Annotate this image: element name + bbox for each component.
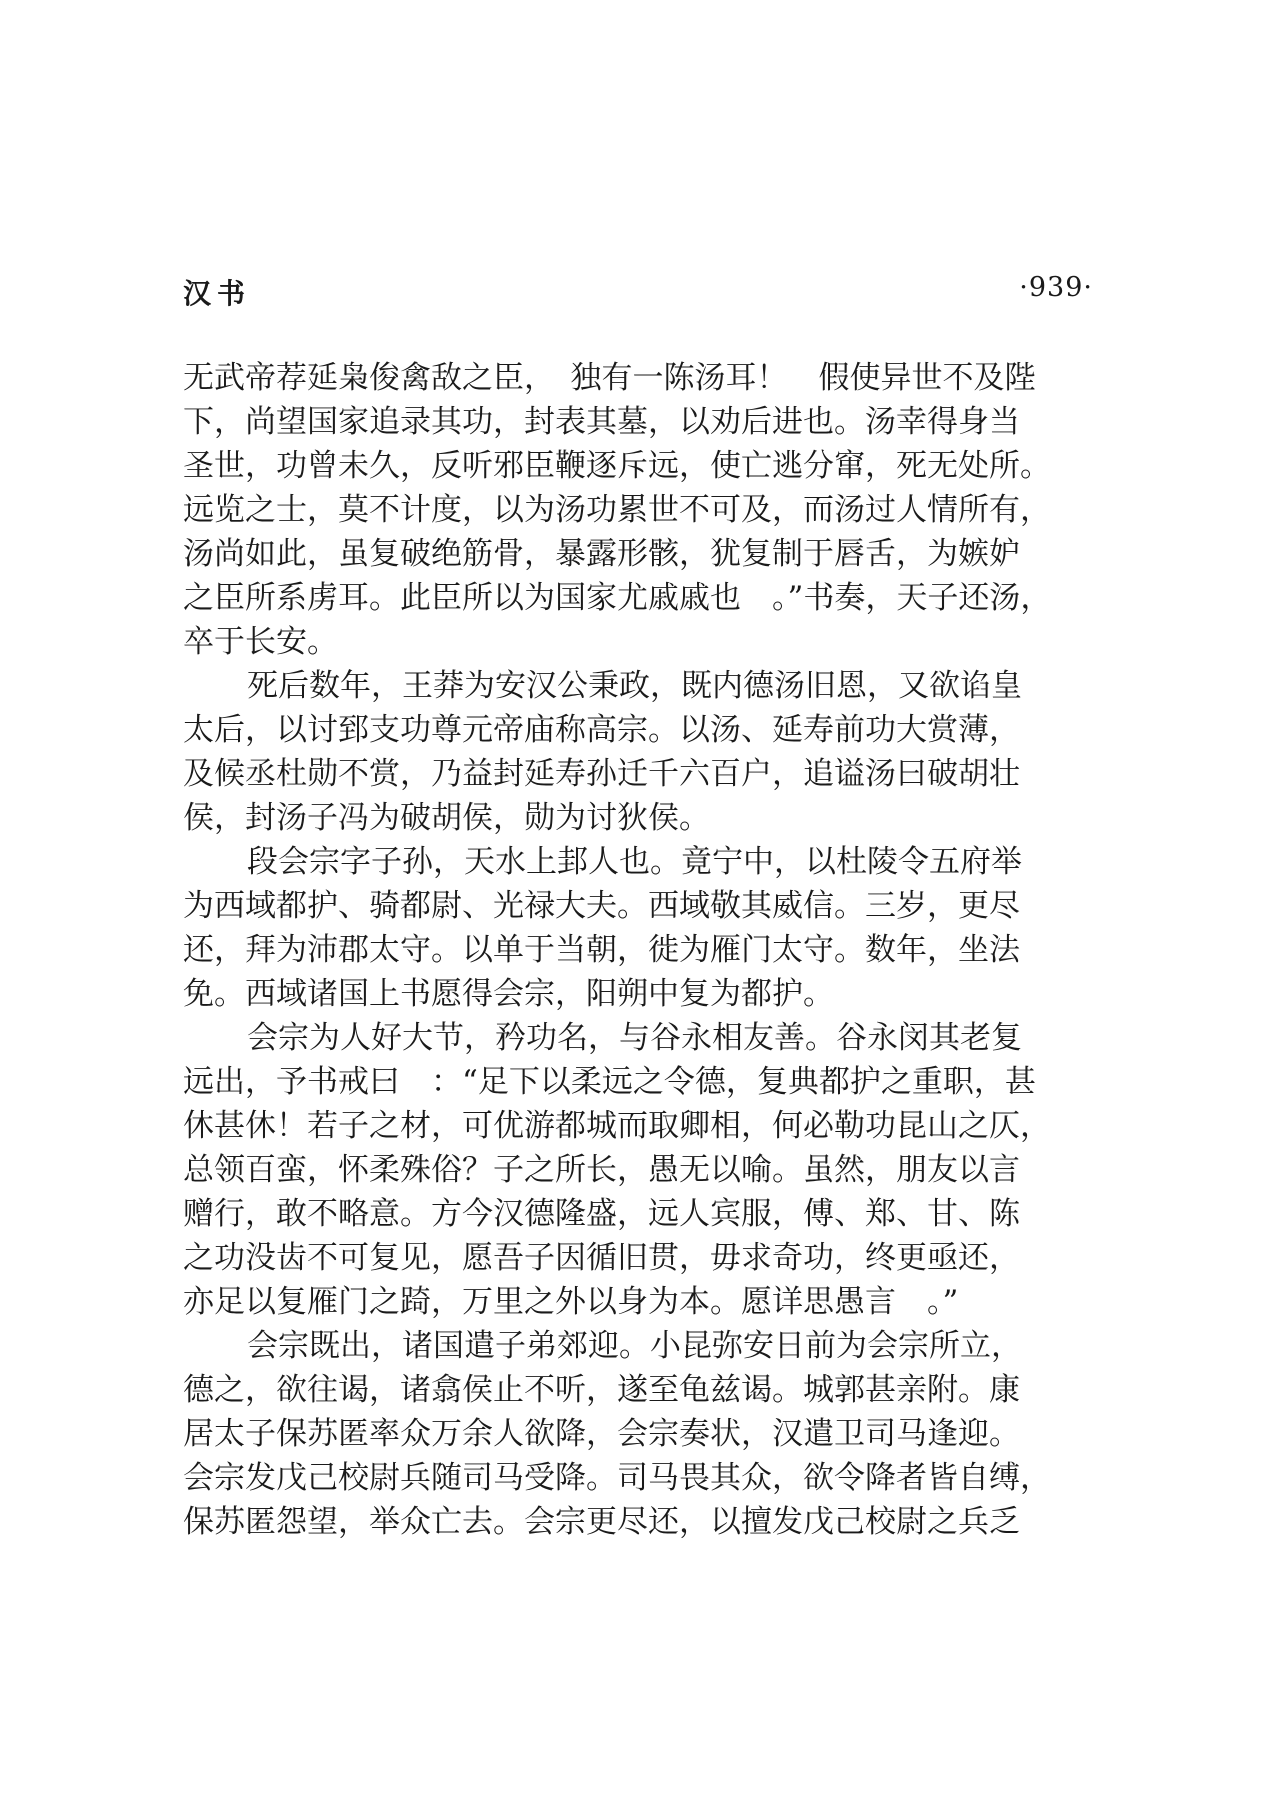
book-title: 汉书	[183, 277, 252, 310]
text-line: 总领百蛮，怀柔殊俗？子之所长，愚无以喻。虽然，朋友以言	[183, 1152, 1020, 1188]
text-line: 下，尚望国家追录其功，封表其墓，以劝后进也。汤幸得身当	[183, 404, 1020, 440]
text-line: 太后，以讨郅支功尊元帝庙称高宗。以汤、延寿前功大赏薄，	[183, 712, 1020, 748]
text-line: 还，拜为沛郡太守。以单于当朝，徙为雁门太守。数年，坐法	[183, 932, 1020, 968]
text-line: 远览之士，莫不计度，以为汤功累世不可及，而汤过人情所有，	[183, 492, 1051, 528]
text-line: 为西域都护、骑都尉、光禄大夫。西域敬其威信。三岁，更尽	[183, 888, 1020, 924]
text-line: 圣世，功曾未久，反听邪臣鞭逐斥远，使亡逃分窜，死无处所。	[183, 448, 1051, 484]
text-line: 无武帝荐延枭俊禽敌之臣， 独有一陈汤耳！ 假使异世不及陛	[183, 360, 1036, 396]
text-line: 侯，封汤子冯为破胡侯，勋为讨狄侯。	[183, 800, 710, 836]
text-line: 保苏匿怨望，举众亡去。会宗更尽还，以擅发戊己校尉之兵乏	[183, 1504, 1020, 1540]
text-line: 远出，予书戒曰 ：“足下以柔远之令德，复典都护之重职，甚	[183, 1064, 1036, 1100]
text-line: 及候丞杜勋不赏，乃益封延寿孙迁千六百户，追谥汤曰破胡壮	[183, 756, 1020, 792]
text-line: 赠行，敢不略意。方今汉德隆盛，远人宾服，傅、郑、甘、陈	[183, 1196, 1020, 1232]
text-line: 之臣所系虏耳。此臣所以为国家尤戚戚也 。”书奏，天子还汤，	[183, 580, 1052, 616]
text-line: 免。西域诸国上书愿得会宗，阳朔中复为都护。	[183, 976, 834, 1012]
body-text	[183, 356, 1093, 1544]
paragraph-first-line: 会宗为人好大节，矜功名，与谷永相友善。谷永闵其老复	[247, 1020, 1022, 1056]
text-line: 居太子保苏匿率众万余人欲降，会宗奏状，汉遣卫司马逢迎。	[183, 1416, 1020, 1452]
text-line: 卒于长安。	[183, 624, 338, 660]
page-number: ·939·	[1019, 272, 1093, 303]
text-line: 亦足以复雁门之踦，万里之外以身为本。愿详思愚言 。”	[183, 1284, 959, 1320]
paragraph-first-line: 死后数年，王莽为安汉公秉政，既内德汤旧恩，又欲谄皇	[247, 668, 1022, 704]
text-line: 会宗发戊己校尉兵随司马受降。司马畏其众，欲令降者皆自缚，	[183, 1460, 1051, 1496]
text-line: 汤尚如此，虽复破绝筋骨，暴露形骸，犹复制于唇舌，为嫉妒	[183, 536, 1020, 572]
text-line: 德之，欲往谒，诸翕侯止不听，遂至龟兹谒。城郭甚亲附。康	[183, 1372, 1020, 1408]
running-head	[183, 272, 1093, 316]
paragraph-first-line: 会宗既出，诸国遣子弟郊迎。小昆弥安日前为会宗所立，	[247, 1328, 1022, 1364]
text-line: 休甚休！若子之材，可优游都城而取卿相，何必勒功昆山之仄，	[183, 1108, 1051, 1144]
text-line: 之功没齿不可复见，愿吾子因循旧贯，毋求奇功，终更亟还，	[183, 1240, 1020, 1276]
paragraph-first-line: 段会宗字子孙，天水上邽人也。竟宁中，以杜陵令五府举	[247, 844, 1022, 880]
